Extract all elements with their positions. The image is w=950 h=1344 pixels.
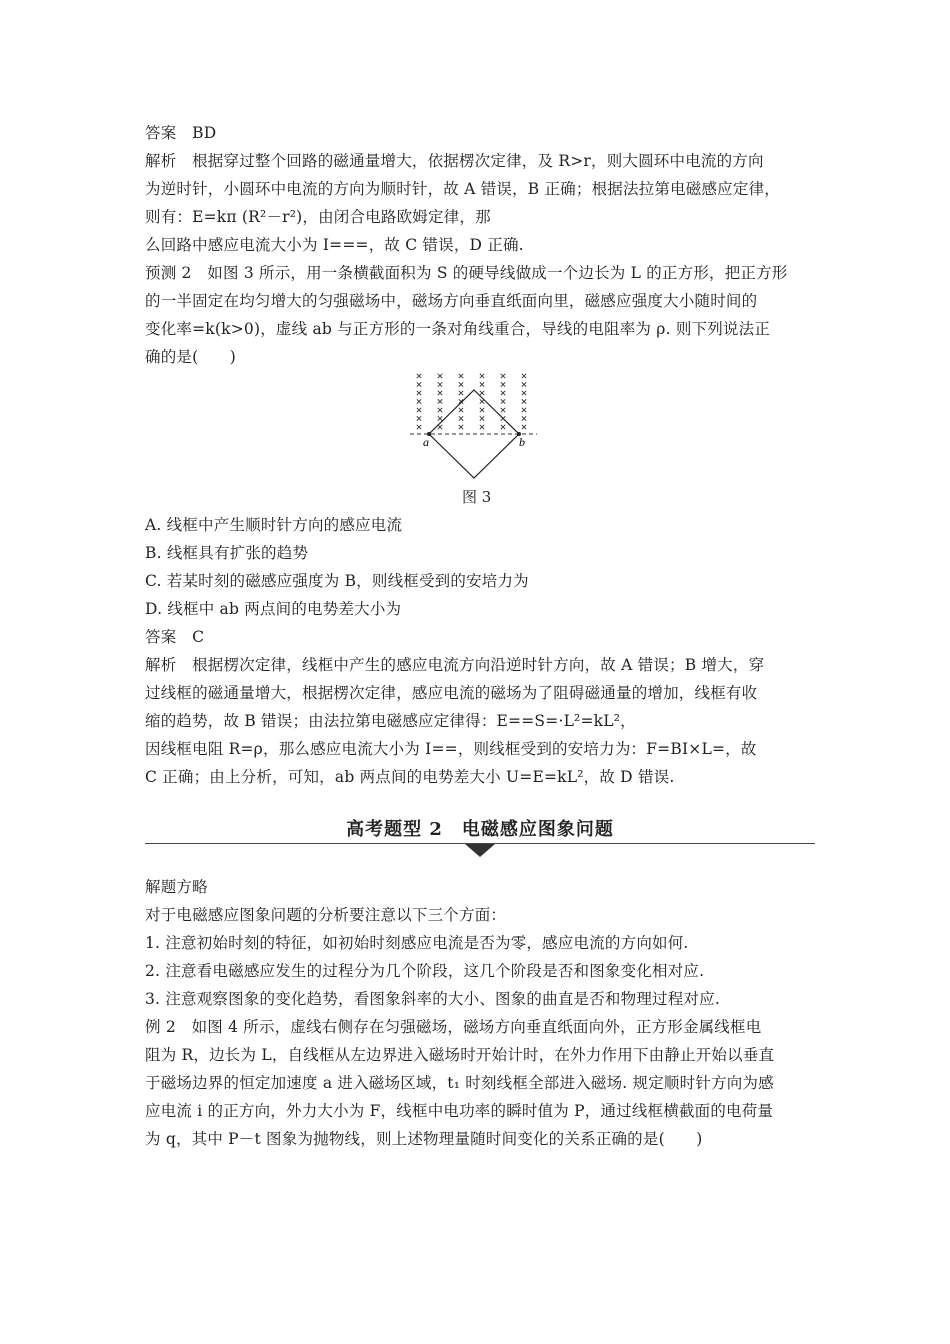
magnetic-field-crosses — [417, 374, 526, 429]
analysis-line: 则有：E=kπ (R²－r²)，由闭合电路欧姆定律，那 — [145, 208, 491, 226]
field-cross-icon — [417, 416, 421, 420]
section-triangle-icon — [465, 844, 495, 857]
option-a: A. 线框中产生顺时针方向的感应电流 — [145, 516, 403, 534]
field-cross-icon — [522, 408, 526, 412]
question-line: 确的是( ) — [145, 348, 236, 366]
analysis-line: 为逆时针，小圆环中电流的方向为顺时针，故 A 错误，B 正确；根据法拉第电磁感应定律， — [145, 180, 780, 198]
option-b: B. 线框具有扩张的趋势 — [145, 544, 309, 562]
section-header — [145, 815, 815, 859]
section-title: 高考题型 2 电磁感应图象问题 — [346, 819, 614, 840]
field-cross-icon — [417, 408, 421, 412]
field-cross-icon — [438, 408, 442, 412]
field-cross-icon — [522, 374, 526, 378]
figure-3 — [405, 370, 545, 482]
analysis-line: 解析 根据穿过整个回路的磁通量增大，依据楞次定律，及 R>r，则大圆环中电流的方向 — [145, 152, 764, 170]
field-cross-icon — [459, 425, 463, 429]
example-line: 为 q，其中 P－t 图象为抛物线，则上述物理量随时间变化的关系正确的是( ) — [145, 1130, 703, 1148]
strategy-line: 对于电磁感应图象问题的分析要注意以下三个方面： — [145, 906, 507, 924]
field-cross-icon — [501, 391, 505, 395]
field-cross-icon — [438, 399, 442, 403]
label-b: b — [519, 435, 525, 449]
answer-line: 答案 BD — [145, 124, 217, 142]
field-cross-icon — [522, 391, 526, 395]
field-cross-icon — [501, 399, 505, 403]
field-cross-icon — [522, 399, 526, 403]
example-line: 于磁场边界的恒定加速度 a 进入磁场区域，t₁ 时刻线框全部进入磁场. 规定顺时针方向为感 — [145, 1074, 774, 1092]
strategy-line: 3. 注意观察图象的变化趋势，看图象斜率的大小、图象的曲直是否和物理过程对应. — [145, 990, 720, 1008]
field-cross-icon — [501, 374, 505, 378]
field-cross-icon — [438, 391, 442, 395]
field-cross-icon — [417, 374, 421, 378]
analysis-line: C 正确；由上分析，可知，ab 两点间的电势差大小 U=E=kL²，故 D 错误. — [145, 768, 675, 786]
strategy-line: 1. 注意初始时刻的特征，如初始时刻感应电流是否为零，感应电流的方向如何. — [145, 934, 689, 952]
example-line: 阻为 R，边长为 L，自线框从左边界进入磁场时开始计时，在外力作用下由静止开始以垂直 — [145, 1046, 775, 1064]
figure-caption: 图 3 — [462, 488, 492, 506]
field-cross-icon — [522, 416, 526, 420]
analysis-line: 解析 根据楞次定律，线框中产生的感应电流方向沿逆时针方向，故 A 错误；B 增大，穿 — [145, 656, 765, 674]
field-cross-icon — [459, 408, 463, 412]
field-cross-icon — [501, 425, 505, 429]
field-cross-icon — [480, 416, 484, 420]
option-c: C. 若某时刻的磁感应强度为 B，则线框受到的安培力为 — [145, 572, 529, 590]
question-line: 预测 2 如图 3 所示，用一条横截面积为 S 的硬导线做成一个边长为 L 的正方形，把正方形 — [145, 264, 788, 282]
analysis-line: 么回路中感应电流大小为 I===，故 C 错误，D 正确. — [145, 236, 524, 254]
field-cross-icon — [480, 425, 484, 429]
field-cross-icon — [501, 408, 505, 412]
question-line: 的一半固定在均匀增大的匀强磁场中，磁场方向垂直纸面向里，磁感应强度大小随时间的 — [145, 292, 758, 310]
analysis-line: 因线框电阻 R=ρ，那么感应电流大小为 I==，则线框受到的安培力为：F=BI×L=，故 — [145, 740, 757, 758]
field-cross-icon — [459, 416, 463, 420]
figure-3-diagram — [405, 370, 545, 482]
field-cross-icon — [522, 425, 526, 429]
field-cross-icon — [417, 425, 421, 429]
question-line: 变化率=k(k>0)，虚线 ab 与正方形的一条对角线重合，导线的电阻率为 ρ. 则下列说法正 — [145, 320, 771, 338]
example-line: 例 2 如图 4 所示，虚线右侧存在匀强磁场，磁场方向垂直纸面向外，正方形金属线框电 — [145, 1018, 762, 1036]
field-cross-icon — [501, 382, 505, 386]
strategy-line: 2. 注意看电磁感应发生的过程分为几个阶段，这几个阶段是否和图象变化相对应. — [145, 962, 705, 980]
field-cross-icon — [480, 382, 484, 386]
field-cross-icon — [417, 399, 421, 403]
field-cross-icon — [459, 391, 463, 395]
field-cross-icon — [438, 416, 442, 420]
example-line: 应电流 i 的正方向，外力大小为 F，线框中电功率的瞬时值为 P，通过线框横截面的电荷量 — [145, 1102, 774, 1120]
field-cross-icon — [459, 374, 463, 378]
strategy-heading: 解题方略 — [145, 878, 208, 896]
option-d: D. 线框中 ab 两点间的电势差大小为 — [145, 600, 402, 618]
field-cross-icon — [438, 382, 442, 386]
answer-line: 答案 C — [145, 628, 205, 646]
field-cross-icon — [438, 374, 442, 378]
field-cross-icon — [480, 391, 484, 395]
field-cross-icon — [417, 391, 421, 395]
field-cross-icon — [459, 382, 463, 386]
field-cross-icon — [522, 382, 526, 386]
field-cross-icon — [480, 374, 484, 378]
field-cross-icon — [480, 408, 484, 412]
field-cross-icon — [417, 382, 421, 386]
analysis-line: 缩的趋势，故 B 错误；由法拉第电磁感应定律得：E==S=·L²=kL²， — [145, 712, 636, 730]
label-a: a — [423, 435, 429, 449]
analysis-line: 过线框的磁通量增大，根据楞次定律，感应电流的磁场为了阻碍磁通量的增加，线框有收 — [145, 684, 758, 702]
